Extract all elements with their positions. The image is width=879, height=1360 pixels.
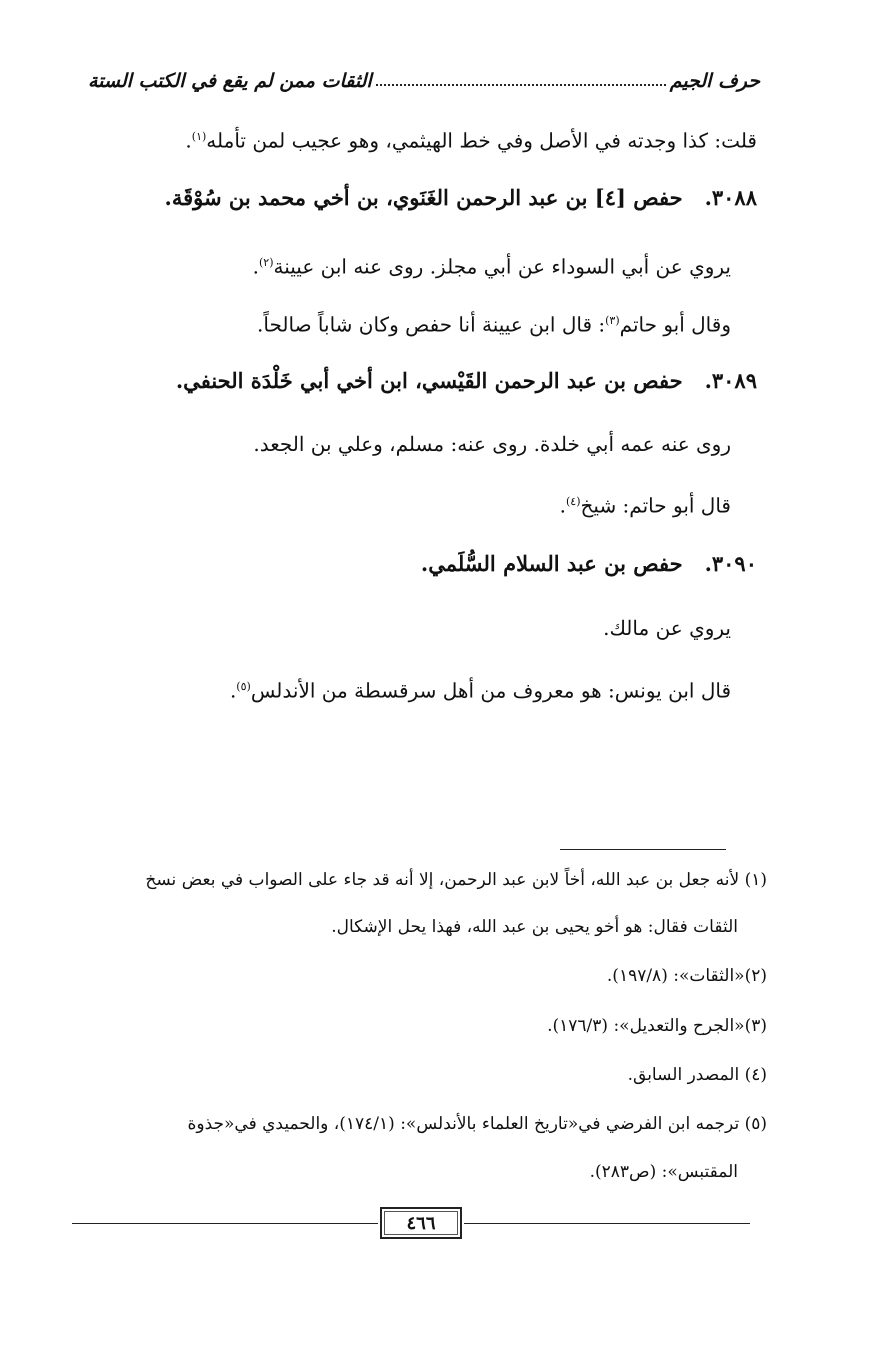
entry-3088-line-1 [253,247,731,283]
footnote-ref-5[interactable]: (٥) [236,680,251,693]
footnote-3: (٣)«الجرح والتعديل»: (١٧٦/٣). [547,1016,767,1036]
footer-rule-left [72,1223,378,1224]
footnote-separator [560,849,726,850]
entry-3088-line-2-post: : قال ابن عيينة أنا حفص وكان شاباً صالحاً. [257,312,606,337]
footnote-ref-3[interactable]: (٣) [605,314,620,327]
entry-3089-line-2-end: . [559,493,566,518]
entry-heading-3090 [421,547,757,581]
intro-note-end: . [185,128,192,153]
entry-3089-line-1: روى عنه عمه أبي خلدة. روى عنه: مسلم، وعلي بن الجعد. [253,432,731,456]
header-book-title: الثقات ممن لم يقع في الكتب الستة [88,70,372,92]
entry-3088-line-1-end: . [252,254,259,279]
entry-title-3089: حفص بن عبد الرحمن القَيْسي، ابن أخي أبي خَلْدَة الحنفي. [175,368,683,393]
entry-3090-line-2 [230,671,731,707]
entry-heading-3089 [176,364,757,398]
footnote-1-line-1: (١) لأنه جعل بن عبد الله، أخاً لابن عبد الرحمن، إلا أنه قد جاء على الصواب في بعض نسخ [145,870,767,890]
footnote-ref-4[interactable]: (٤) [565,495,581,508]
intro-note-text: قلت: كذا وجدته في الأصل وفي خط الهيثمي، وهو عجيب لمن تأمله [206,128,757,153]
footnote-1-line-2: الثقات فقال: هو أخو يحيى بن عبد الله، فهذا يحل الإشكال. [331,917,738,937]
entry-title-3090: حفص بن عبد السلام السُّلَمي. [420,551,683,576]
footnote-ref-1[interactable]: (١) [191,130,207,143]
footer-rule-right [464,1223,750,1224]
footnote-2: (٢)«الثقات»: (١٩٧/٨). [606,966,767,986]
entry-title-3088: حفص [٤] بن عبد الرحمن الغَنَوي، بن أخي محمد بن سُوْقَة. [164,185,683,210]
header-chapter: حرف الجيم [669,70,760,92]
running-header [88,58,760,92]
header-dot-leader [376,84,666,86]
entry-heading-3088 [165,181,757,215]
footnote-4: (٤) المصدر السابق. [627,1065,767,1085]
entry-3088-line-1-text: يروي عن أبي السوداء عن أبي مجلز. روى عنه ابن عيينة [273,254,731,279]
entry-number-3090: ٣٠٩٠. [704,551,757,576]
page-number: ٤٦٦ [380,1207,462,1239]
entry-3090-line-1: يروي عن مالك. [603,616,731,640]
footnote-5-line-2: المقتبس»: (ص٢٨٣). [589,1162,738,1182]
entry-3090-line-2-end: . [229,678,237,703]
intro-note [185,121,757,157]
entry-3088-line-2 [257,305,731,341]
entry-3089-line-2-text: قال أبو حاتم: شيخ [580,493,731,518]
entry-3088-line-2-pre: وقال أبو حاتم [619,312,731,337]
entry-number-3088: ٣٠٨٨. [704,185,757,210]
footnote-ref-2[interactable]: (٢) [258,256,274,269]
entry-3089-line-2 [560,486,731,522]
entry-number-3089: ٣٠٨٩. [704,368,757,393]
footnote-5-line-1: (٥) ترجمه ابن الفرضي في«تاريخ العلماء بالأندلس»: (١٧٤/١)، والحميدي في«جذوة [187,1114,767,1134]
entry-3090-line-2-text: قال ابن يونس: هو معروف من أهل سرقسطة من الأندلس [250,678,731,703]
